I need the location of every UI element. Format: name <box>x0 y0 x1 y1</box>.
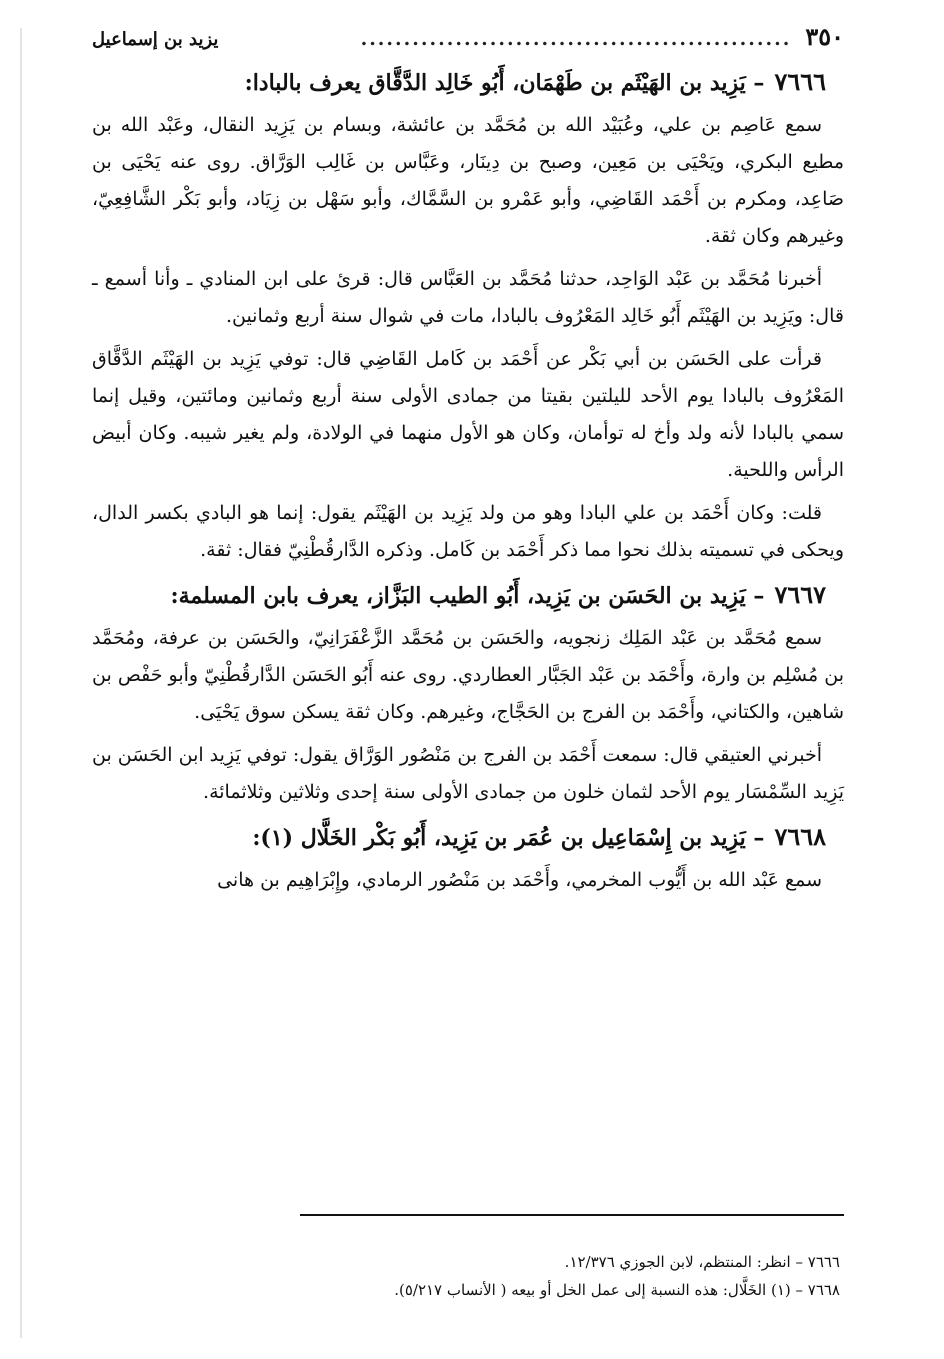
scan-edge-shadow <box>20 28 22 1338</box>
biography-entry-7666 <box>92 62 844 569</box>
footnote-separator <box>300 1214 844 1216</box>
entry-number: ٧٦٦٨ <box>774 822 826 851</box>
header-leader-dots: .................................................. <box>360 28 792 50</box>
entry-paragraph: سمع عَبْد الله بن أَيُّوب المخرمي، وأَحْمَد بن مَنْصُور الرمادي، وإِبْرَاهِيم بن هانى <box>217 869 822 891</box>
entry-heading <box>92 575 826 616</box>
footnote: ٧٦٦٨ – (١) الخَلَّال: هذه النسبة إلى عمل الخل أو بيعه ( الأنساب ٥/٢١٧). <box>394 1281 840 1299</box>
entry-paragraph: سمع عَاصِم بن علي، وعُبَيْد الله بن مُحَمَّد بن عائشة، وبسام بن يَزِيد النقال، وعَبْد الله بن مطيع البكري، ويَحْيَى بن مَعِين، وصبح بن دِينَار، وعَبَّاس بن غَالِب الوَرَّاق. روى عنه يَحْيَى بن صَاعِد، ومكرم بن أَحْمَد القَاضِي، وأبو عَمْرو بن السَّمَّاك، وأبو سَهْل بن زِيَاد، وأبو بَكْر الشَّافِعِيّ، وغيرهم وكان ثقة. <box>92 114 844 247</box>
entry-paragraph: قلت: وكان أَحْمَد بن علي البادا وهو من ولد يَزِيد بن الهَيْثَم يقول: إنما هو البادي بكسر الدال، ويحكى في تسميته بذلك نحوا مما ذكر أَحْمَد بن كَامل. وذكره الدَّارقُطْنِيّ فقال: ثقة. <box>92 502 844 561</box>
entry-paragraph: أخبرنا مُحَمَّد بن عَبْد الوَاحِد، حدثنا مُحَمَّد بن العَبَّاس قال: قرئ على ابن المنادي ـ وأنا أسمع ـ قال: ويَزِيد بن الهَيْثَم أَبُو خَالِد المَعْرُوف بالبادا، مات في شوال سنة أربع وثمانين. <box>92 268 844 327</box>
biography-entry-7668 <box>92 817 844 899</box>
entry-heading <box>92 62 826 103</box>
footnote: ٧٦٦٦ – انظر: المنتظم، لابن الجوزي ١٢/٣٧٦. <box>564 1253 840 1271</box>
entry-number: ٧٦٦٧ <box>774 580 826 609</box>
page-number: ٣٥٠ <box>805 22 844 51</box>
biography-entry-7667 <box>92 575 844 811</box>
running-header <box>92 22 844 62</box>
entry-heading <box>92 817 826 858</box>
footnotes <box>92 1248 844 1304</box>
entry-title: – يَزِيد بن الهَيْثَم بن طَهْمَان، أَبُو خَالِد الدَّقَّاق يعرف بالبادا: <box>244 70 765 96</box>
entry-title: – يَزِيد بن الحَسَن بن يَزِيد، أَبُو الطيب البَزَّاز، يعرف بابن المسلمة: <box>170 583 765 609</box>
entry-number: ٧٦٦٦ <box>774 67 826 96</box>
entry-title: – يَزِيد بن إِسْمَاعِيل بن عُمَر بن يَزِيد، أَبُو بَكْر الخَلَّال (١): <box>252 825 765 851</box>
entry-paragraph: سمع مُحَمَّد بن عَبْد المَلِك زنجويه، والحَسَن بن مُحَمَّد الزَّعْفَرَانِيّ، والحَسَن بن عرفة، ومُحَمَّد بن مُسْلِم بن وارة، وأَحْمَد بن عَبْد الجَبَّار العطاردي. روى عنه أَبُو الحَسَن الدَّارقُطْنِيّ وأبو حَفْص بن شاهين، والكتاني، وأَحْمَد بن الفرج بن الحَجَّاج، وغيرهم. وكان ثقة يسكن سوق يَحْيَى. <box>92 627 844 723</box>
running-header-title: يزيد بن إسماعيل <box>92 29 219 50</box>
entry-paragraph: قرأت على الحَسَن بن أبي بَكْر عن أَحْمَد بن كَامل القَاضِي قال: توفي يَزِيد بن الهَيْثَم الدَّقَّاق المَعْرُوف بالبادا يوم الأحد لليلتين بقيتا من جمادى الأولى سنة أربع وثمانين ومائتين، وقيل إنما سمي بالبادا لأنه ولد وأخ له توأمان، وكان هو الأول منهما في الولادة، ولم يغير شيبه. وكان أبيض الرأس واللحية. <box>92 348 844 481</box>
entry-paragraph: أخبرني العتيقي قال: سمعت أَحْمَد بن الفرج بن مَنْصُور الوَرَّاق يقول: توفي يَزِيد ابن الحَسَن بن يَزِيد السِّمْسَار يوم الأحد لثمان خلون من جمادى الأولى سنة إحدى وثلاثين وثلاثمائة. <box>92 744 844 803</box>
book-page <box>92 22 844 905</box>
